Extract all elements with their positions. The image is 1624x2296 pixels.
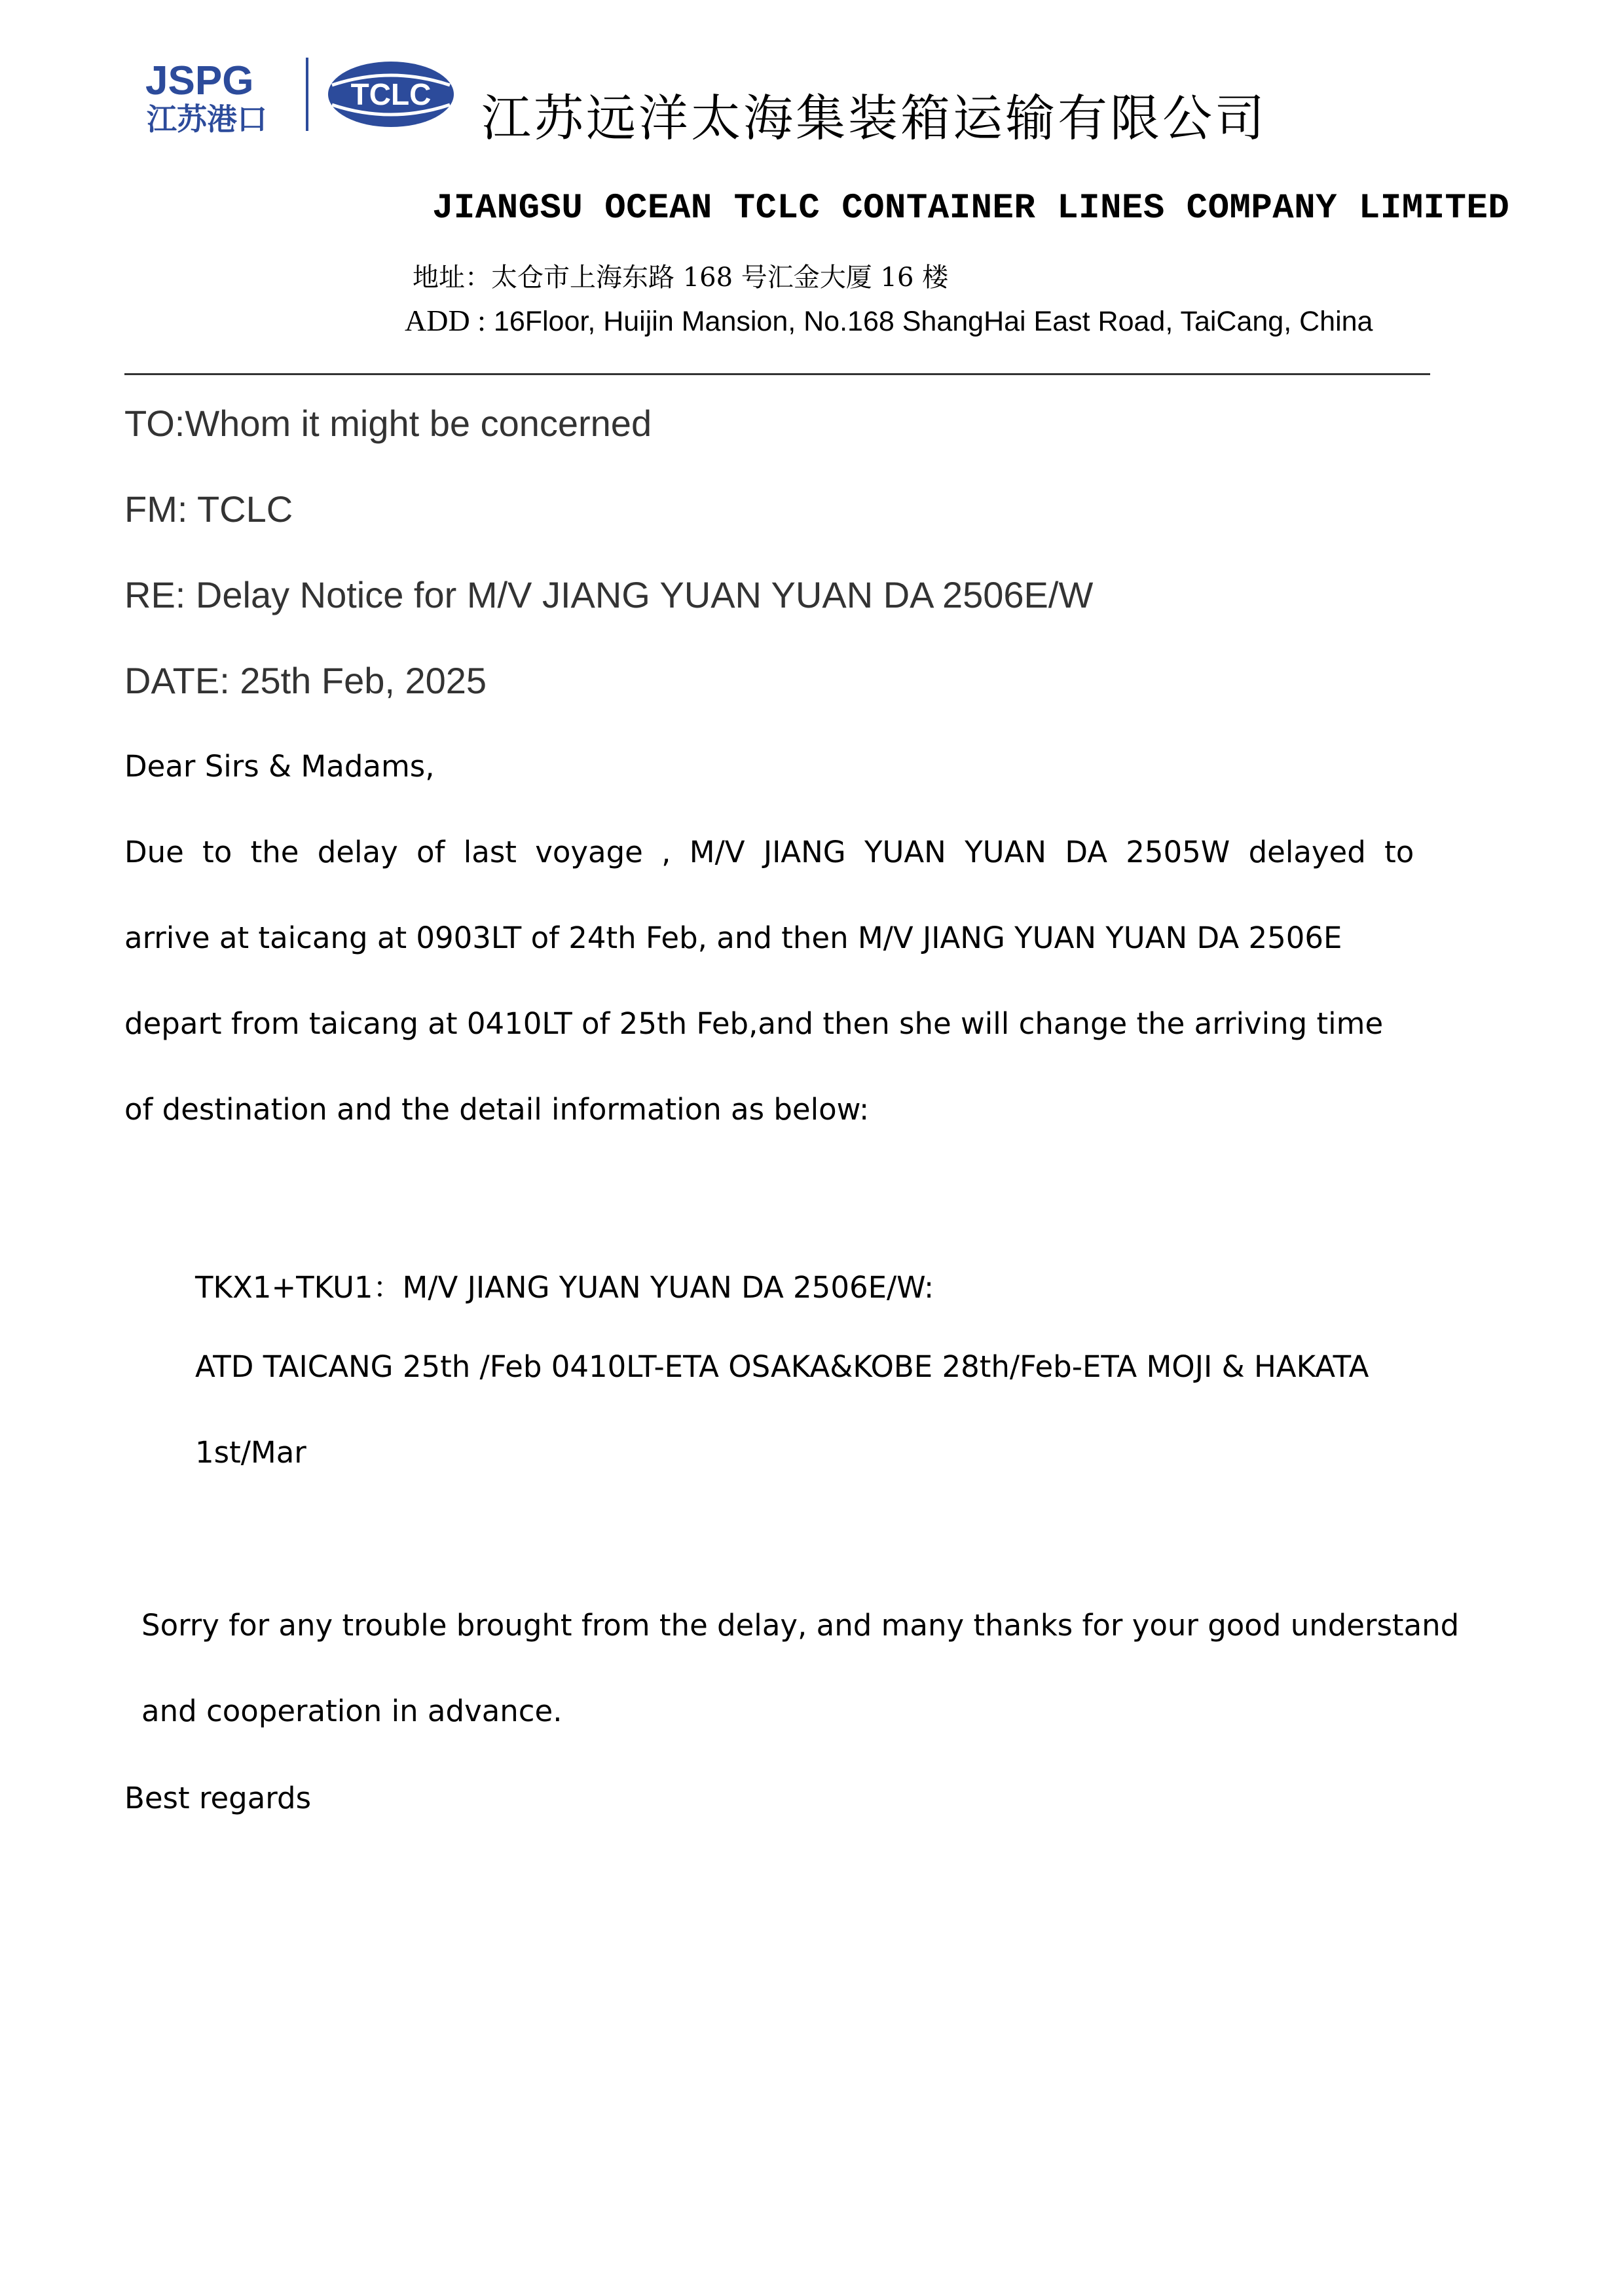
address-en-text: 16Floor, Huijin Mansion, No.168 ShangHai East Road, TaiCang, China xyxy=(485,306,1373,337)
date-line: DATE: 25th Feb, 2025 xyxy=(124,660,487,701)
address-en-prefix: ADD : xyxy=(405,304,486,337)
apology-line: and cooperation in advance. xyxy=(141,1694,563,1728)
address-cn: 地址：太仓市上海东路 168 号汇金大厦 16 楼 xyxy=(413,263,949,293)
address-en xyxy=(405,303,1373,338)
tclc-logo-text: TCLC xyxy=(350,77,432,111)
jspg-logo-cn: 江苏港口 xyxy=(147,101,267,135)
paragraph-line-text: Due to the delay of last voyage , M/V JIANG YUAN YUAN DA 2505W delayed to xyxy=(124,835,1414,869)
paragraph-line: arrive at taicang at 0903LT of 24th Feb, and then M/V JIANG YUAN YUAN DA 2506E xyxy=(124,920,1342,955)
salutation: Dear Sirs & Madams, xyxy=(124,749,435,784)
justified-line xyxy=(124,835,1414,869)
closing: Best regards xyxy=(124,1781,312,1815)
subject-line: RE: Delay Notice for M/V JIANG YUAN YUAN DA 2506E/W xyxy=(124,574,1094,615)
jspg-logo-text: JSPG xyxy=(145,58,254,103)
to-line: TO:Whom it might be concerned xyxy=(124,403,652,444)
jspg-logo xyxy=(145,56,296,135)
paragraph-line xyxy=(124,835,1414,869)
tclc-logo xyxy=(325,59,456,130)
apology-line: Sorry for any trouble brought from the delay, and many thanks for your good understand xyxy=(141,1608,1460,1643)
logo-divider xyxy=(306,58,308,131)
header-divider xyxy=(124,373,1430,375)
detail-line: 1st/Mar xyxy=(195,1435,306,1470)
company-name-cn: 江苏远洋太海集装箱运输有限公司 xyxy=(481,89,1267,147)
detail-line: ATD TAICANG 25th /Feb 0410LT-ETA OSAKA&KOBE 28th/Feb-ETA MOJI & HAKATA xyxy=(195,1349,1369,1384)
from-line: FM: TCLC xyxy=(124,488,293,530)
paragraph-line: depart from taicang at 0410LT of 25th Feb,and then she will change the arriving time xyxy=(124,1006,1384,1041)
company-name-en: JIANGSU OCEAN TCLC CONTAINER LINES COMPANY LIMITED xyxy=(432,189,1510,228)
detail-line: TKX1+TKU1：M/V JIANG YUAN YUAN DA 2506E/W: xyxy=(195,1270,934,1305)
paragraph-line: of destination and the detail information as below: xyxy=(124,1092,870,1127)
